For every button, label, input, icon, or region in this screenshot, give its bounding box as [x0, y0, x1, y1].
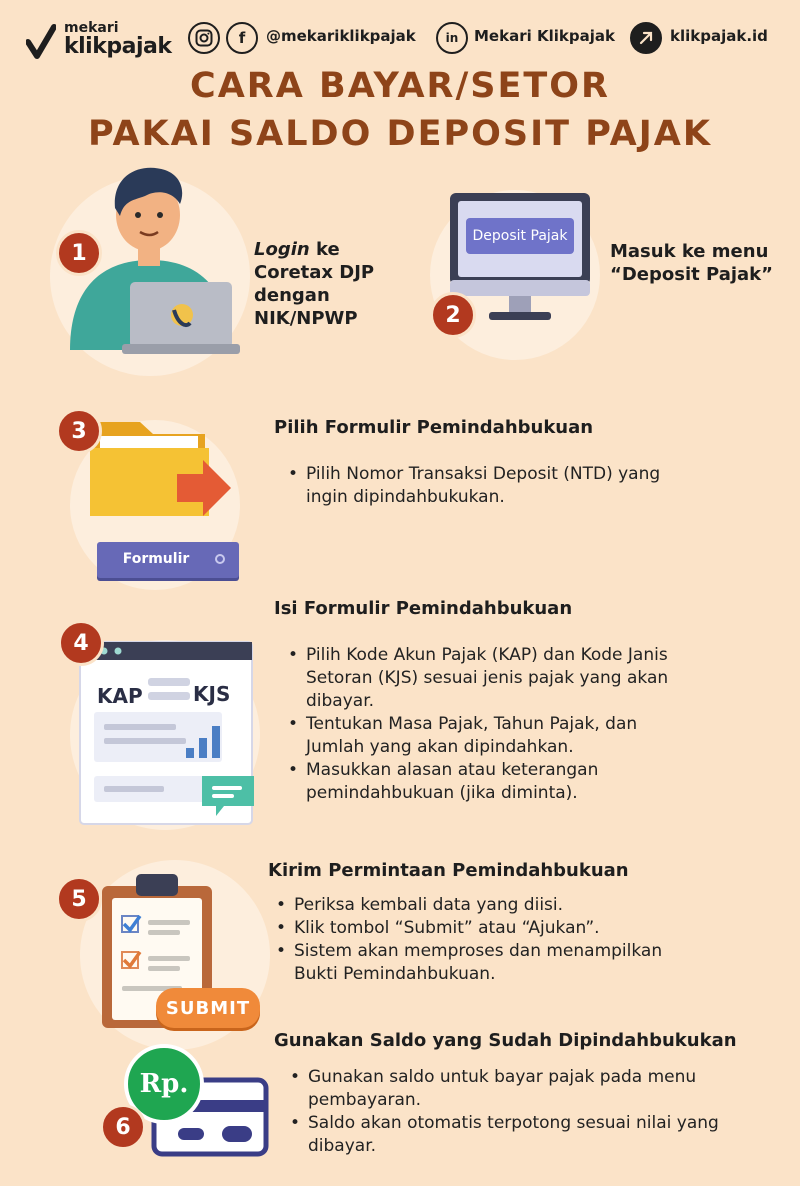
brand-name: klikpajak	[64, 34, 172, 59]
step2-text: Masuk ke menu “Deposit Pajak”	[610, 241, 773, 285]
linkedin-name[interactable]: Mekari Klikpajak	[474, 27, 615, 45]
list-item: • Tentukan Masa Pajak, Tahun Pajak, dan Jumlah yang akan dipindahkan.	[286, 713, 686, 759]
step3-heading: Pilih Formulir Pemindahbukuan	[274, 417, 594, 438]
kap-label: KAP	[97, 684, 143, 708]
step5-bullets	[274, 894, 694, 986]
social-handle[interactable]: @mekariklikpajak	[266, 27, 416, 45]
website-link[interactable]: klikpajak.id	[670, 27, 768, 45]
formulir-button	[97, 542, 239, 578]
page-title-line1: CARA BAYAR/SETOR	[190, 66, 610, 106]
arrow-link-icon[interactable]	[630, 22, 662, 54]
kjs-label: KJS	[193, 682, 231, 706]
step-number-badge: 4	[58, 620, 104, 666]
step3-bullets	[286, 463, 666, 509]
list-item: • Klik tombol “Submit” atau “Ajukan”.	[274, 917, 694, 940]
step1-text-rest: ke Coretax DJP dengan NIK/NPWP	[254, 239, 375, 329]
step1-text	[254, 238, 414, 330]
list-item: • Pilih Kode Akun Pajak (KAP) dan Kode Janis Setoran (KJS) sesuai jenis pajak yang akan dibayar.	[286, 644, 686, 713]
list-item: • Gunakan saldo untuk bayar pajak pada menu pembayaran.	[288, 1066, 768, 1112]
brand-check-icon	[26, 24, 56, 60]
step4-bullets	[286, 644, 686, 805]
deposit-pajak-menu: Deposit Pajak	[466, 218, 574, 254]
linkedin-icon[interactable]: in	[436, 22, 468, 54]
step-number-badge: 1	[56, 230, 102, 276]
page-title-line2: PAKAI SALDO DEPOSIT PAJAK	[88, 114, 712, 154]
step5-heading: Kirim Permintaan Pemindahbukuan	[268, 860, 629, 881]
form-document-illustration	[78, 640, 260, 830]
step1-emphasis: Login	[254, 239, 310, 260]
list-item: • Periksa kembali data yang diisi.	[274, 894, 694, 917]
step4-heading: Isi Formulir Pemindahbukuan	[274, 598, 573, 619]
step6-heading: Gunakan Saldo yang Sudah Dipindahbukukan	[274, 1030, 737, 1051]
list-item: • Masukkan alasan atau keterangan pemindahbukuan (jika diminta).	[286, 759, 686, 805]
step-number-badge: 6	[100, 1104, 146, 1150]
step-number-badge: 3	[56, 408, 102, 454]
instagram-icon[interactable]	[188, 22, 220, 54]
brand-small: mekari	[64, 20, 119, 36]
submit-button: SUBMIT	[156, 988, 260, 1028]
step-number-badge: 2	[430, 292, 476, 338]
step6-bullets	[288, 1066, 768, 1158]
facebook-icon[interactable]: f	[226, 22, 258, 54]
radio-icon	[215, 554, 225, 564]
step-number-badge: 5	[56, 876, 102, 922]
list-item: • Saldo akan otomatis terpotong sesuai nilai yang dibayar.	[288, 1112, 768, 1158]
rupiah-coin-icon: Rp.	[124, 1044, 204, 1124]
folder-icon	[85, 412, 245, 522]
formulir-button-label: Formulir	[122, 551, 190, 567]
list-item: • Sistem akan memproses dan menampilkan Bukti Pemindahbukuan.	[274, 940, 694, 986]
list-item: • Pilih Nomor Transaksi Deposit (NTD) yang ingin dipindahbukukan.	[286, 463, 666, 509]
